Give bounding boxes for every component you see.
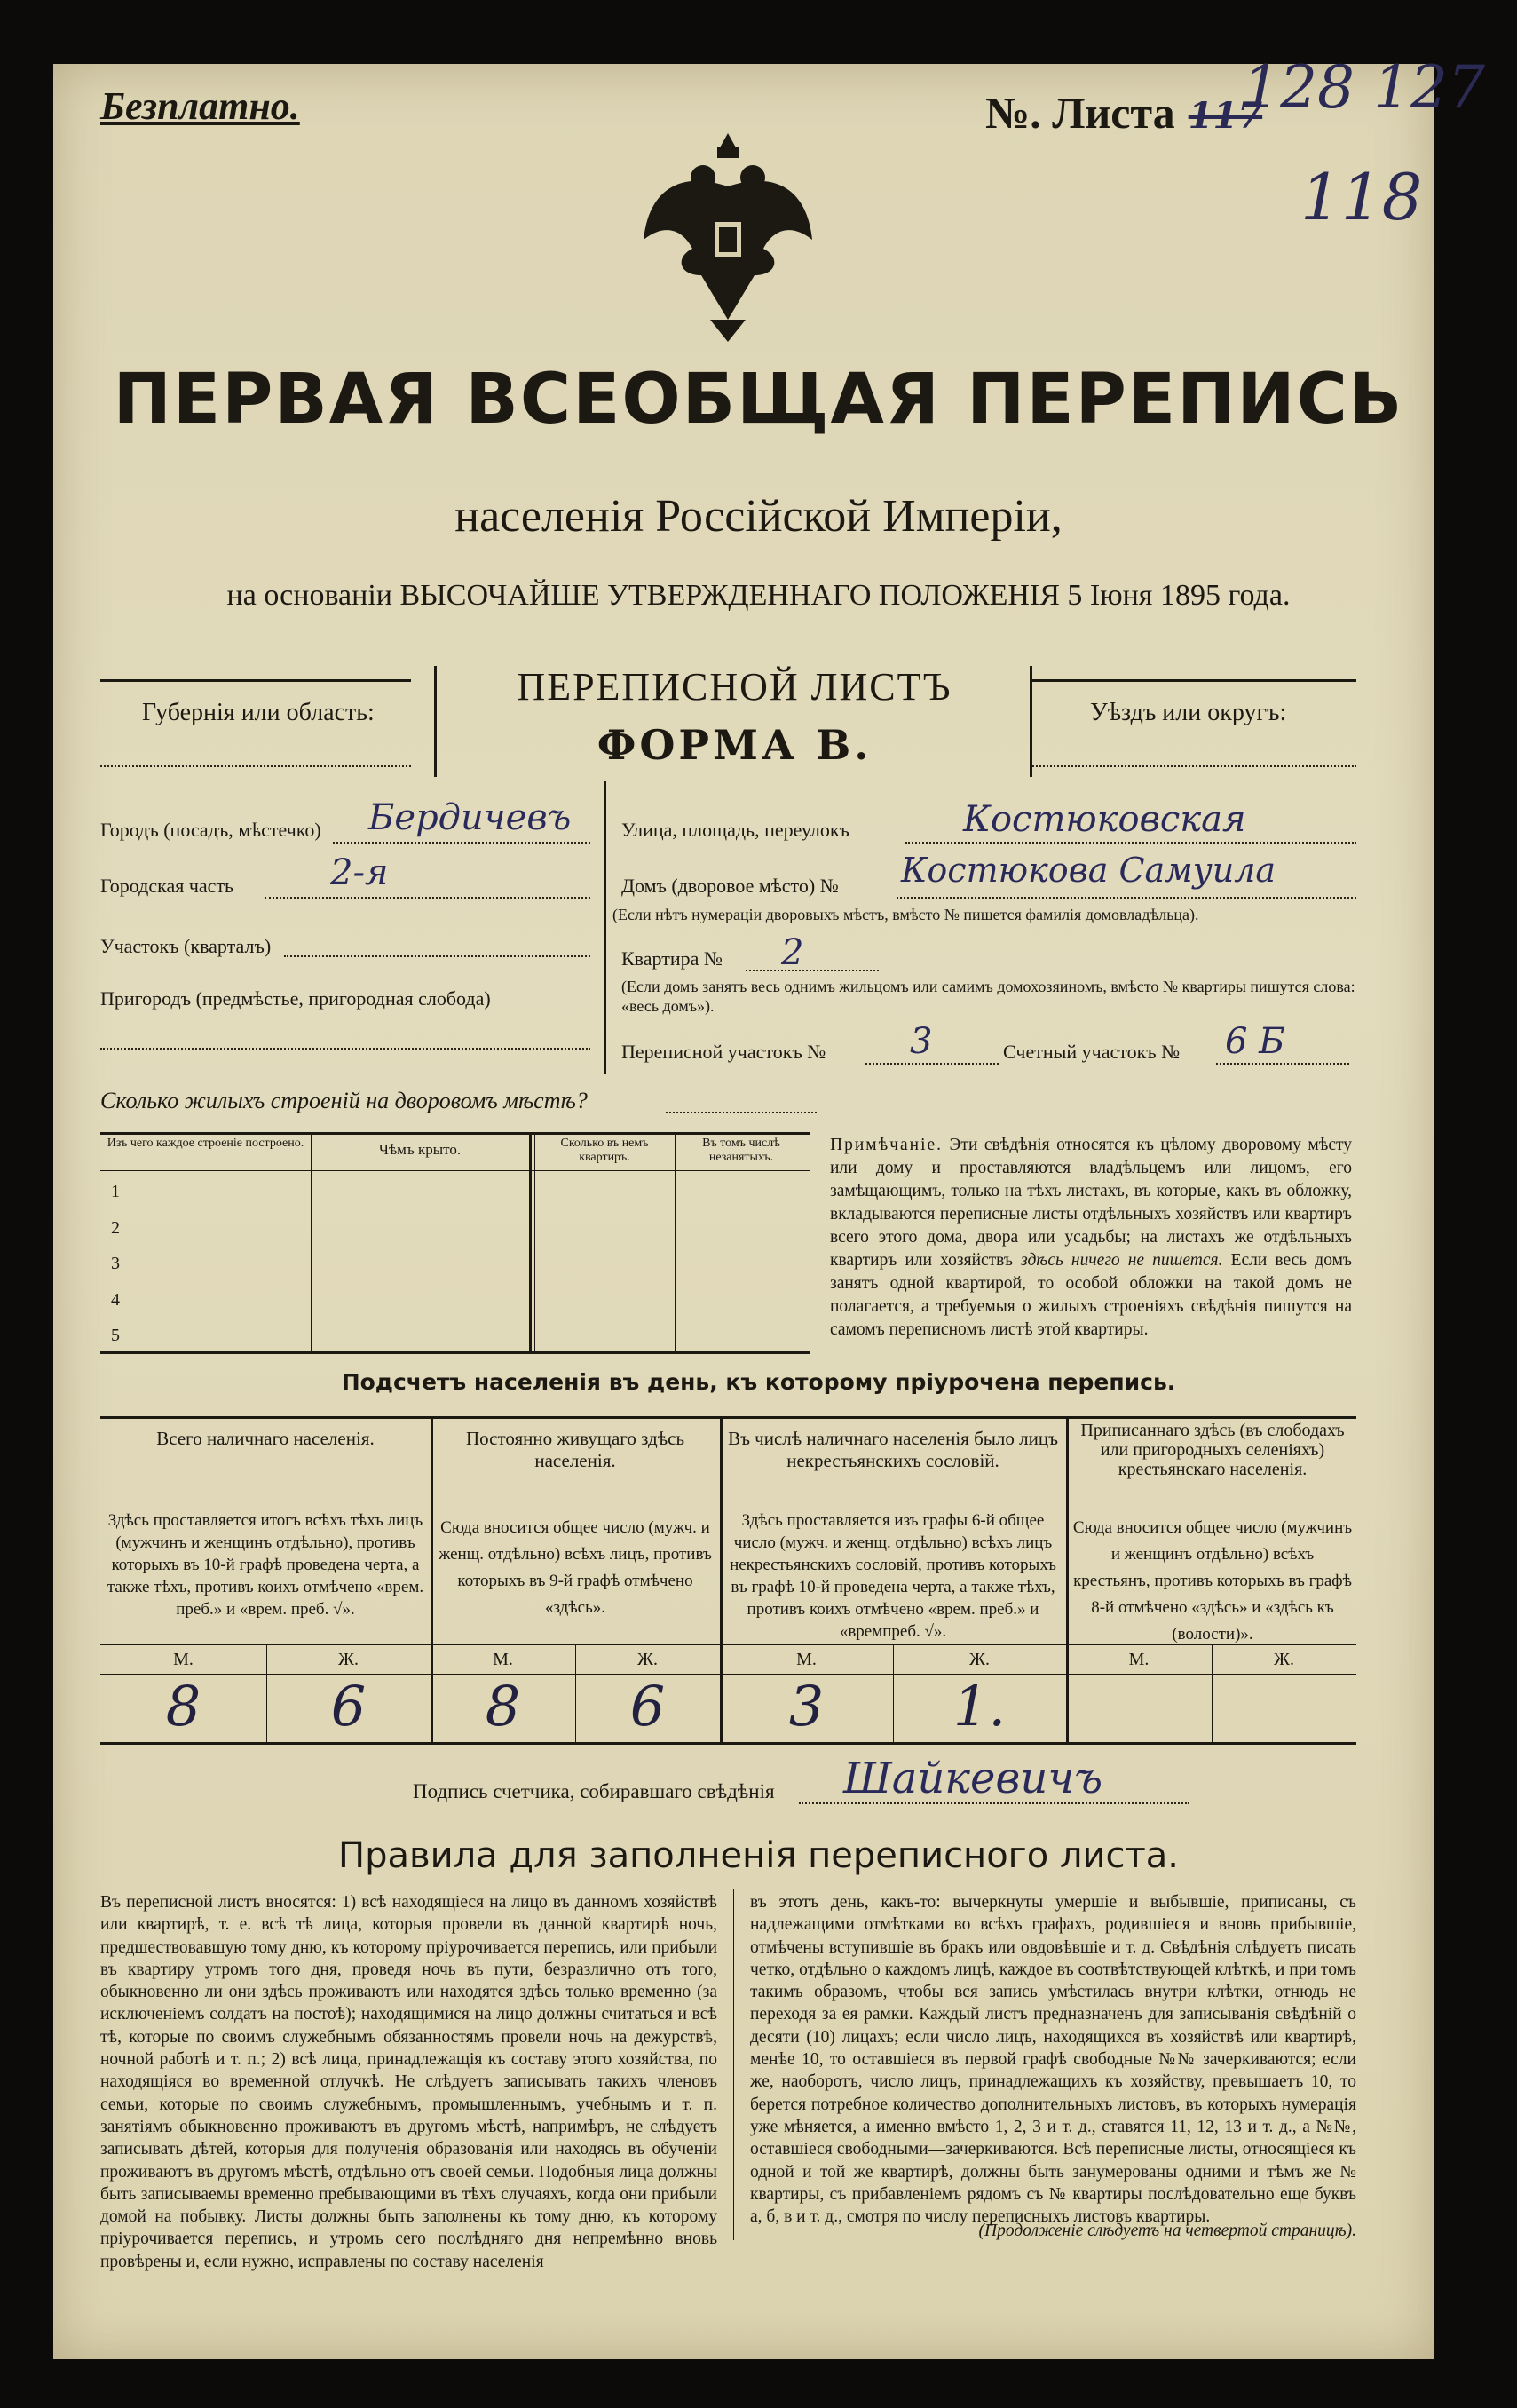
count-area-value: 6 Б [1225, 1021, 1285, 1062]
note-tail: Если весь домъ занятъ одной квартирой, то особой обложки на такой домъ не полагается, а требуемыя о жилыхъ строеніяхъ свѣдѣнія пишутся на самомъ переписномъ листѣ этой квартиры. [830, 1251, 1352, 1339]
city-value: Бердичевъ [368, 797, 572, 838]
tally-col4-body: Сюда вносится общее число (мужчинъ и женщинъ отдѣльно) всѣхъ крестьянъ, противъ которыхъ въ графѣ 8-й отмѣчено «здѣсь» и «здѣсь къ (волости)». [1072, 1518, 1353, 1644]
province-input [100, 765, 411, 767]
building-row: 2 [111, 1217, 120, 1238]
province-label: Губернія или область: [142, 699, 375, 726]
sheet-number [985, 80, 1262, 141]
building-row: 1 [111, 1182, 120, 1201]
col2-m-label: М. [493, 1650, 513, 1669]
rules-left-column: Въ переписной листъ вносятся: 1) всѣ находящіеся на лицо въ данномъ хозяйствѣ или квартирѣ, т. е. всѣ тѣ лица, которыя провели въ данной квартирѣ ночь, предшествовавшую тому дню, къ которому пріурочивается перепись, или прибыли въ квартиру утромъ того дня, проведя ночь въ пути, безразлично отъ того, обыкновенно ли они здѣсь проживаютъ или находятся здѣсь только временно (за исключеніемъ солдатъ на постоѣ); находящимися на лицо должны считаться и всѣ тѣ, которые по своимъ служебнымъ обязанностямъ провели ночь на дежурствѣ, ночной работѣ и т. п.; 2) всѣ лица, принадлежащія къ составу этого хозяйства, по находящіяся во временной отлучкѣ. Не слѣдуетъ записывать такихъ членовъ семьи, которые по своимъ служебнымъ, промышленнымъ, учебнымъ и т. п. занятіямъ обыкновенно проживаютъ въ другомъ мѣстѣ, напримѣръ, не слѣдуетъ записывать дѣтей, которыя для полученія образованія или находясь въ обученіи проживаютъ въ другомъ мѣстѣ, отдѣльно отъ своей семьи. Подобныя лица должны быть записываемы временно пребывающими въ тѣхъ случаяхъ, когда они прибыли домой на побывку. Листы должны быть заполнены къ тому дню, къ которому пріурочивается перепись, и утромъ сего послѣдняго дня непремѣнно вновь провѣрены и, если нужно, исправлены по составу населенія [100, 1893, 717, 2271]
tally-col4-head: Приписаннаго здѣсь (въ слободахъ или пригородныхъ селеніяхъ) крестьянскаго населенія. [1080, 1421, 1345, 1479]
house-label: Домъ (дворовое мѣсто) № [621, 875, 839, 897]
precinct-label: Участокъ (кварталъ) [100, 935, 272, 957]
suburb-label: Пригородъ (предмѣстье, пригородная слобода) [100, 987, 491, 1010]
rules-right-column: въ этотъ день, какъ-то: вычеркнуты умершіе и выбывшіе, приписаны, съ надлежащими отмѣтками во всѣхъ графахъ, родившіеся и вновь прибывшіе, отмѣчены вступившіе въ бракъ или овдовѣвшіе и т. д. Свѣдѣнія слѣдуетъ писать четко, отдѣльно о каждомъ лицѣ, каждое въ соотвѣтствующей клѣткѣ, и при томъ такимъ образомъ, чтобы вся запись умѣстилась внутри клѣтки, отнюдь не переходя за ея рамки. Каждый листъ предназначенъ для записыванія свѣдѣній о десяти (10) лицахъ; если число лицъ, находящихся въ хозяйствѣ или квартирѣ, менѣе 10, то оставшіеся въ первой графѣ свободные №№ зачеркиваются; если же, наоборотъ, число лицъ, принадлежащихъ къ хозяйству, превышаетъ 10, то берется потребное количество дополнительныхъ листовъ, въ которыхъ нумерація уже мѣняется, а именно вмѣсто 1, 2, 3 и т. д., ставятся 11, 12, 13 и т. д., а №№, оставшіеся свободными—зачеркиваются. Всѣ переписные листы, относящіеся къ одной и той же квартирѣ, должны быть занумерованы одними и тѣмъ же № квартиры, съ прибавленіемъ рядомъ съ № квартиры послѣдовательно еще буквъ а, б, в и т. д., смотря по числу переписныхъ листовъ квартиры. [750, 1893, 1356, 2227]
main-title: ПЕРВАЯ ВСЕОБЩАЯ ПЕРЕПИСЬ [113, 360, 1404, 440]
buildings-header-roof: Чѣмъ крыто. [378, 1141, 462, 1158]
sheet-number-label: №. Листа [985, 88, 1175, 138]
tally-title: Подсчетъ населенія въ день, къ которому пріурочена перепись. [341, 1369, 1176, 1395]
district-label: Уѣздъ или округъ: [1090, 699, 1287, 726]
buildings-note [830, 1134, 1352, 1342]
buildings-header-apartments: Сколько въ немъ квартиръ. [560, 1137, 649, 1164]
col2-m-value: 8 [485, 1674, 521, 1739]
tally-col2-head: Постоянно живущаго здѣсь населенія. [465, 1428, 685, 1471]
district-input [1030, 765, 1356, 767]
census-area-label: Переписной участокъ № [621, 1041, 826, 1063]
pen-annotation-top: 128 127 [1243, 53, 1485, 122]
building-row: 3 [111, 1254, 120, 1273]
count-area-label: Счетный участокъ № [1003, 1041, 1181, 1063]
double-headed-eagle-emblem-icon [639, 115, 817, 346]
col3-f-value: 1. [952, 1674, 1007, 1739]
form-title: ПЕРЕПИСНОЙ ЛИСТЪ [517, 665, 952, 709]
col3-m-value: 3 [788, 1674, 825, 1739]
rules-continued: (Продолженіе слѣдуетъ на четвертой страницѣ). [978, 2222, 1356, 2240]
note-italic: здѣсь ничего не пишется. [1021, 1251, 1223, 1270]
pen-annotation-bottom: 118 [1300, 160, 1423, 234]
buildings-header-material: Изъ чего каждое строеніе построено. [107, 1137, 304, 1150]
col1-m-value: 8 [165, 1674, 201, 1739]
free-label: Безплатно. [100, 84, 300, 128]
col4-f-label: Ж. [1274, 1650, 1294, 1669]
ward-value: 2-я [330, 852, 389, 893]
house-note: (Если нѣтъ нумераціи дворовыхъ мѣстъ, вмѣсто № пишется фамилія домовладѣльца). [612, 906, 1199, 923]
tally-col1-head: Всего наличнаго населенія. [156, 1428, 375, 1449]
col2-f-value: 6 [629, 1674, 666, 1739]
apartment-value: 2 [781, 932, 804, 973]
tally-col3-head: Въ числѣ наличнаго населенія было лицъ некрестьянскихъ сословій. [728, 1428, 1058, 1471]
tally-col3-body: Здѣсь проставляется изъ графы 6-й общее число (мужч. и женщ. отдѣльно) всѣхъ лицъ некрестьянскихъ сословій, противъ которыхъ въ графѣ 10-й проведена черта, а также тѣхъ, противъ коихъ отмѣчено «врем. преб.» и «времпреб. √». [730, 1511, 1056, 1641]
buildings-question: Сколько жилыхъ строеній на дворовомъ мѣстѣ? [100, 1088, 588, 1113]
buildings-header-vacant: Въ томъ числѣ незанятыхъ. [702, 1137, 780, 1164]
signature-value: Шайкевичъ [843, 1754, 1103, 1803]
tally-col2-body: Сюда вносится общее число (мужч. и женщ. отдѣльно) всѣхъ лицъ, противъ которыхъ въ 9-й графѣ отмѣчено «здѣсь». [439, 1518, 712, 1617]
col1-f-label: Ж. [338, 1650, 359, 1669]
form-subtitle: ФОРМА В. [597, 721, 873, 769]
street-label: Улица, площадь, переулокъ [621, 819, 849, 841]
col1-m-label: М. [173, 1650, 194, 1669]
signature-label: Подпись счетчика, собиравшаго свѣдѣнія [413, 1780, 775, 1802]
building-row: 5 [111, 1326, 120, 1345]
basis-title: на основаніи ВЫСОЧАЙШЕ УТВЕРЖДЕННАГО ПОЛОЖЕНІЯ 5 Іюня 1895 года. [226, 579, 1291, 612]
city-label: Городъ (посадъ, мѣстечко) [100, 819, 321, 841]
apartment-note: (Если домъ занятъ весь однимъ жильцомъ или самимъ домохозяиномъ, вмѣсто № квартиры пишутся слова: «весь домъ»). [621, 978, 1355, 1015]
ward-label: Городская часть [100, 875, 234, 897]
col3-f-label: Ж. [969, 1650, 990, 1669]
buildings-rows [111, 1174, 120, 1354]
rules-title: Правила для заполненія переписного листа. [338, 1835, 1179, 1876]
col2-f-label: Ж. [637, 1650, 658, 1669]
street-value: Костюковская [963, 799, 1246, 840]
col3-m-label: М. [796, 1650, 817, 1669]
note-lead: Примѣчаніе. [830, 1136, 944, 1154]
col1-f-value: 6 [330, 1674, 367, 1739]
col4-m-label: М. [1128, 1650, 1150, 1669]
house-value: Костюкова Самуила [901, 851, 1276, 890]
apartment-label: Квартира № [621, 947, 723, 970]
sheet-number-struck: 117 [1188, 95, 1263, 137]
note-text: Эти свѣдѣнія относятся къ цѣлому дворовому мѣсту или дому и проставляются владѣльцемъ или лицомъ, его замѣщающимъ, только на тѣхъ листахъ, въ которые, какъ въ обложку, вкладываются переписные листы отдѣльныхъ хозяйствъ или квартиръ всего этого дома, двора или усадьбы; на листахъ же отдѣльныхъ квартиръ или хозяйствъ [830, 1136, 1352, 1270]
sub-title: населенія Россійской Имперіи, [454, 491, 1063, 542]
census-area-value: 3 [910, 1021, 933, 1062]
building-row: 4 [111, 1289, 120, 1310]
tally-col1-body: Здѣсь проставляется итогъ всѣхъ тѣхъ лицъ (мужчинъ и женщинъ отдѣльно), противъ которыхъ въ 10-й графѣ проведена черта, а также тѣхъ, противъ коихъ отмѣчено «врем. преб.» и «врем. преб. √». [107, 1511, 424, 1619]
